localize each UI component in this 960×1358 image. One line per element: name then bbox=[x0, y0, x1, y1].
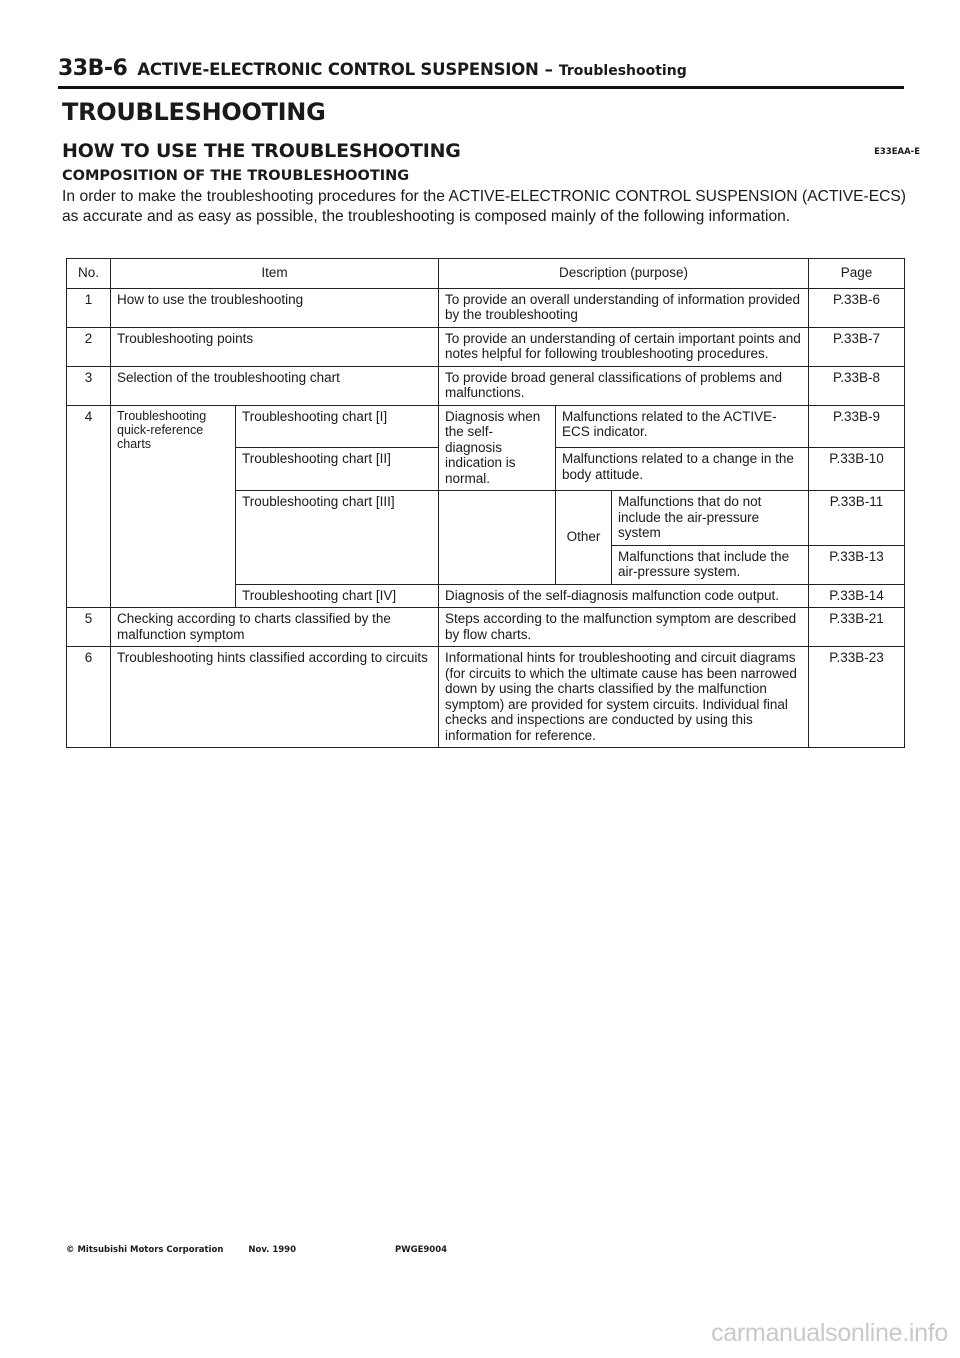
row-page: P.33B-11 bbox=[809, 491, 905, 546]
row-item: Troubleshooting points bbox=[111, 327, 439, 366]
other-label: Other bbox=[556, 491, 612, 585]
row-page: P.33B-23 bbox=[809, 647, 905, 748]
row-page: P.33B-21 bbox=[809, 608, 905, 647]
page-header bbox=[58, 56, 904, 89]
row-item: How to use the troubleshooting bbox=[111, 288, 439, 327]
row-number: 6 bbox=[67, 647, 111, 748]
chart-description: Diagnosis of the self-diagnosis malfunction code output. bbox=[439, 584, 809, 608]
header-page: Page bbox=[809, 259, 905, 289]
table-row bbox=[67, 608, 905, 647]
row-number: 1 bbox=[67, 288, 111, 327]
table-row bbox=[67, 405, 905, 448]
chart-description: Malfunctions related to a change in the body attitude. bbox=[556, 448, 809, 491]
chart-name: Troubleshooting chart [I] bbox=[236, 405, 439, 448]
table-header-row bbox=[67, 259, 905, 289]
row-description: To provide broad general classifications of problems and malfunctions. bbox=[439, 366, 809, 405]
table-row bbox=[67, 288, 905, 327]
table-row bbox=[67, 647, 905, 748]
row-item: Checking according to charts classified by the malfunction symptom bbox=[111, 608, 439, 647]
intro-paragraph: In order to make the troubleshooting procedures for the ACTIVE-ELECTRONIC CONTROL SUSPENSION (ACTIVE-ECS) as accurate and as easy as possible, the troubleshooting is composed mainly of the following information. bbox=[62, 188, 906, 225]
row-page: P.33B-14 bbox=[809, 584, 905, 608]
section-number: 33B-6 bbox=[58, 56, 128, 81]
row-number: 2 bbox=[67, 327, 111, 366]
row-description: Informational hints for troubleshooting and circuit diagrams (for circuits to which the ultimate cause has been narrowed down by using the charts classified by the malfunction symptom) are provided for system circuits. Individual final checks and inspections are conducted by using this information for reference. bbox=[439, 647, 809, 748]
row-number: 3 bbox=[67, 366, 111, 405]
subheading: HOW TO USE THE TROUBLESHOOTING bbox=[62, 140, 461, 162]
row-description: To provide an overall understanding of information provided by the troubleshooting bbox=[439, 288, 809, 327]
row-page: P.33B-13 bbox=[809, 545, 905, 584]
row-item: Troubleshooting hints classified according to circuits bbox=[111, 647, 439, 748]
row-page: P.33B-8 bbox=[809, 366, 905, 405]
publication-code: PWGE9004 bbox=[394, 1245, 448, 1255]
row-description: To provide an understanding of certain important points and notes helpful for following troubleshooting procedures. bbox=[439, 327, 809, 366]
page-title: TROUBLESHOOTING bbox=[62, 98, 326, 126]
watermark: carmanualsonline.info bbox=[711, 1319, 948, 1347]
row-page: P.33B-9 bbox=[809, 405, 905, 448]
row-page: P.33B-7 bbox=[809, 327, 905, 366]
row-number: 4 bbox=[67, 405, 111, 608]
chart-name: Troubleshooting chart [III] bbox=[236, 491, 439, 585]
row-page: P.33B-6 bbox=[809, 288, 905, 327]
chart-name: Troubleshooting chart [II] bbox=[236, 448, 439, 491]
page-footer bbox=[66, 1245, 469, 1255]
section-heading: COMPOSITION OF THE TROUBLESHOOTING bbox=[62, 168, 410, 184]
diagnosis-normal: Diagnosis when the self-diagnosis indication is normal. bbox=[439, 405, 556, 491]
row-description: Steps according to the malfunction symptom are described by flow charts. bbox=[439, 608, 809, 647]
section-subtitle: Troubleshooting bbox=[558, 63, 687, 79]
table-row bbox=[67, 327, 905, 366]
row-page: P.33B-10 bbox=[809, 448, 905, 491]
composition-table bbox=[66, 258, 905, 748]
section-title: ACTIVE-ELECTRONIC CONTROL SUSPENSION bbox=[137, 60, 539, 79]
copyright: © Mitsubishi Motors Corporation bbox=[66, 1245, 224, 1255]
chart-name: Troubleshooting chart [IV] bbox=[236, 584, 439, 608]
row-number: 5 bbox=[67, 608, 111, 647]
publication-date: Nov. 1990 bbox=[248, 1245, 297, 1255]
row-item-group: Troubleshooting quick-reference charts bbox=[111, 405, 236, 608]
row-item: Selection of the troubleshooting chart bbox=[111, 366, 439, 405]
chart-description: Malfunctions that include the air-pressure system. bbox=[612, 545, 809, 584]
header-description: Description (purpose) bbox=[439, 259, 809, 289]
chart-description: Malfunctions that do not include the air-pressure system bbox=[612, 491, 809, 546]
chart-description: Malfunctions related to the ACTIVE-ECS indicator. bbox=[556, 405, 809, 448]
header-dash: – bbox=[544, 60, 553, 79]
blank-cell bbox=[439, 491, 556, 585]
table-row bbox=[67, 366, 905, 405]
header-item: Item bbox=[111, 259, 439, 289]
header-no: No. bbox=[67, 259, 111, 289]
document-code: E33EAA-E bbox=[874, 147, 920, 157]
